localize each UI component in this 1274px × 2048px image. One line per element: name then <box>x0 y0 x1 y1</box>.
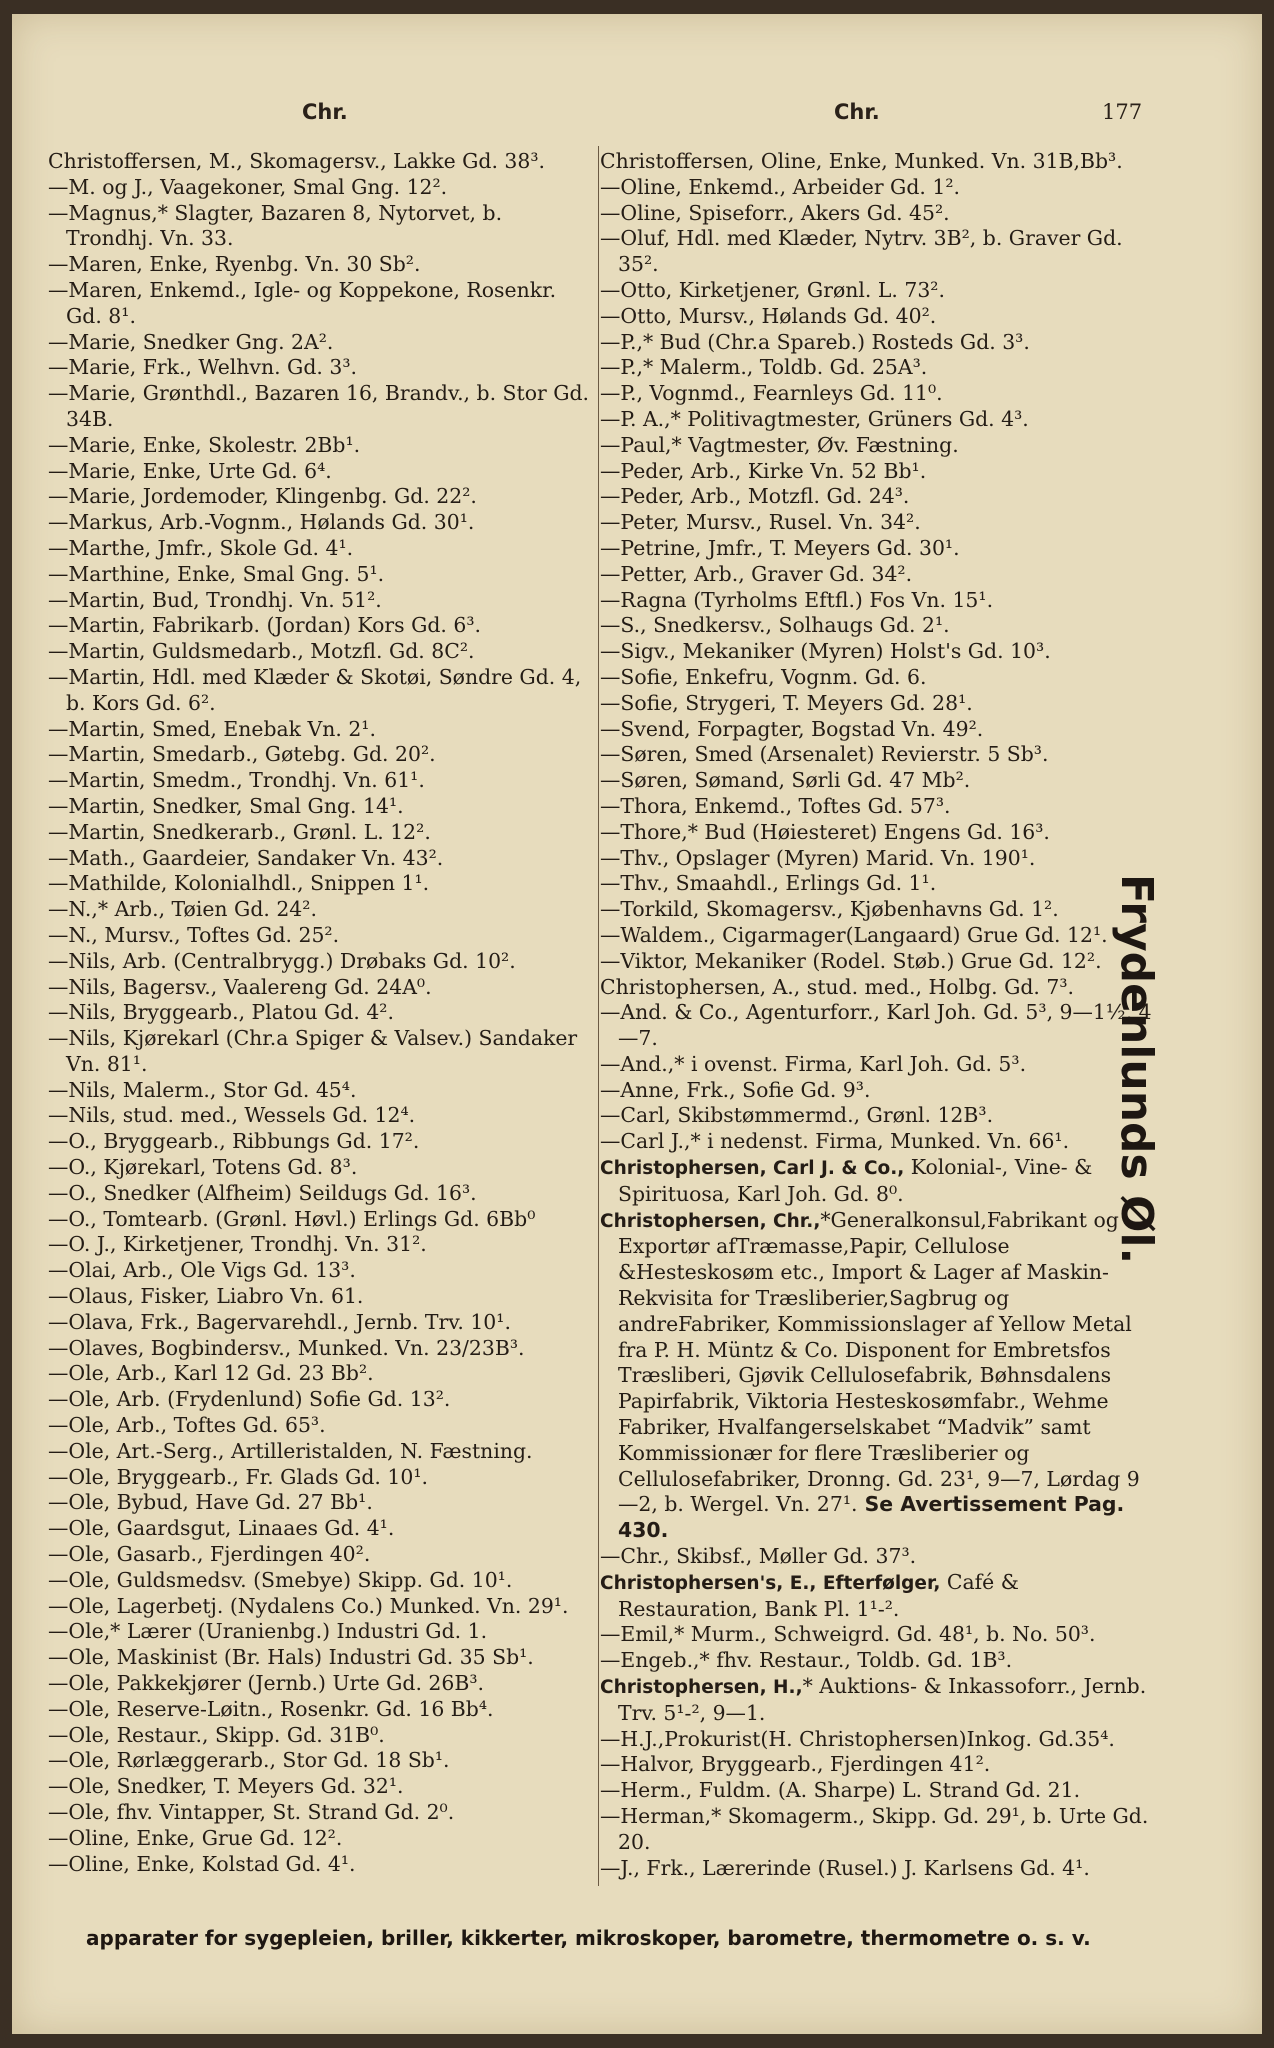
directory-entry: —Ole, Rørlæggerarb., Stor Gd. 18 Sb¹. <box>48 1748 450 1773</box>
entry-text: —Viktor, Mekaniker (Rodel. Støb.) Grue Gd. 12². <box>600 948 1102 973</box>
directory-entry <box>600 1570 1160 1623</box>
entry-text: —Oline, Enkemd., Arbeider Gd. 1². <box>600 174 960 199</box>
directory-entry: —Ole, Arb., Toftes Gd. 65³. <box>48 1413 326 1438</box>
entry-text: —Peter, Mursv., Rusel. Vn. 34². <box>600 510 921 535</box>
entry-text: —Engeb.,* fhv. Restaur., Toldb. Gd. 1B³. <box>600 1648 1013 1673</box>
entry-text: —Ragna (Tyrholms Eftfl.) Fos Vn. 15¹. <box>600 587 994 612</box>
directory-entry: —Ole, Pakkekjører (Jernb.) Urte Gd. 26B³. <box>48 1671 485 1696</box>
entry-text: —P.,* Bud (Chr.a Spareb.) Rosteds Gd. 3³. <box>600 329 1030 354</box>
entry-text: —Sofie, Enkefru, Vognm. Gd. 6. <box>600 664 927 689</box>
directory-entry: —Olai, Arb., Ole Vigs Gd. 13³. <box>48 1258 356 1283</box>
directory-entry <box>600 1052 1160 1078</box>
entry-text: —P., Vognmd., Fearnleys Gd. 11⁰. <box>600 381 943 406</box>
directory-entry: —Martin, Fabrikarb. (Jordan) Kors Gd. 6³. <box>48 613 482 638</box>
directory-entry: —Mathilde, Kolonialhdl., Snippen 1¹. <box>48 871 430 896</box>
directory-entry <box>600 149 1160 175</box>
directory-entry <box>600 1000 1160 1052</box>
firm-name: Christophersen, Carl J. & Co., <box>600 1158 905 1180</box>
directory-entry: —N., Mursv., Toftes Gd. 25². <box>48 922 340 947</box>
entry-text: —Sigv., Mekaniker (Myren) Holst's Gd. 10³. <box>600 639 1051 664</box>
directory-entry: —Marie, Snedker Gng. 2A². <box>48 329 334 354</box>
entry-text: —P. A.,* Politivagtmester, Grüners Gd. 4³. <box>600 406 1029 431</box>
directory-entry <box>600 820 1160 846</box>
directory-entry <box>600 794 1160 820</box>
directory-entry <box>600 1622 1160 1648</box>
directory-entry: —Nils, Bagersv., Vaalereng Gd. 24A⁰. <box>48 974 432 999</box>
directory-entry: —Math., Gaardeier, Sandaker Vn. 43². <box>48 845 444 870</box>
entry-text: —Thv., Opslager (Myren) Marid. Vn. 190¹. <box>600 845 1036 870</box>
entry-text: —Peder, Arb., Motzfl. Gd. 24³. <box>600 484 910 509</box>
entry-text: —Carl, Skibstømmermd., Grønl. 12B³. <box>600 1103 994 1128</box>
entry-text: —Thora, Enkemd., Toftes Gd. 57³. <box>600 793 951 818</box>
directory-entry <box>600 742 1160 768</box>
firm-name: Christophersen, Chr., <box>600 1210 821 1232</box>
directory-entry <box>600 871 1160 897</box>
directory-entry: —Marie, Enke, Urte Gd. 6⁴. <box>48 458 332 483</box>
directory-entry <box>600 1078 1160 1104</box>
directory-entry <box>600 484 1160 510</box>
directory-entry <box>600 1674 1160 1727</box>
directory-entry: Christoffersen, M., Skomagersv., Lakke Gd. 38³. <box>48 149 546 173</box>
firm-name: Christophersen's, E., Efterfølger, <box>600 1572 941 1594</box>
directory-entry <box>600 226 1160 278</box>
directory-entry: —Martin, Bud, Trondhj. Vn. 51². <box>48 587 382 612</box>
directory-entry: —Ole, Reserve-Løitn., Rosenkr. Gd. 16 Bb⁴. <box>48 1696 494 1721</box>
entry-text: —Anne, Frk., Sofie Gd. 9³. <box>600 1077 871 1102</box>
directory-entry: —Oline, Enke, Kolstad Gd. 4¹. <box>48 1851 356 1876</box>
entry-text: —And.,* i ovenst. Firma, Karl Joh. Gd. 5³. <box>600 1051 1027 1076</box>
header-left-keyword: Chr. <box>302 100 348 124</box>
directory-entry: —Olaves, Bogbindersv., Munked. Vn. 23/23B³. <box>48 1335 525 1360</box>
entry-text: —Otto, Mursv., Hølands Gd. 40². <box>600 303 937 328</box>
directory-entry <box>600 691 1160 717</box>
entry-text: —Thore,* Bud (Høiesteret) Engens Gd. 16³. <box>600 819 1050 844</box>
directory-entry: —Nils, stud. med., Wessels Gd. 12⁴. <box>48 1103 416 1128</box>
directory-entry: —Martin, Smed, Enebak Vn. 2¹. <box>48 716 376 741</box>
directory-entry <box>600 717 1160 743</box>
entry-text: —Søren, Sømand, Sørli Gd. 47 Mb². <box>600 768 971 793</box>
directory-entry <box>600 588 1160 614</box>
directory-entry: —Ole, Guldsmedsv. (Smebye) Skipp. Gd. 10¹. <box>48 1567 513 1592</box>
directory-entry: —Marie, Grønthdl., Bazaren 16, Brandv., b. Stor Gd. 34B. <box>48 381 590 431</box>
directory-entry: —M. og J., Vaagekoner, Smal Gng. 12². <box>48 174 448 199</box>
directory-entry: —N.,* Arb., Tøien Gd. 24². <box>48 897 317 922</box>
directory-entry: —Nils, Arb. (Centralbrygg.) Drøbaks Gd. 10². <box>48 948 516 973</box>
directory-entry: —Nils, Malerm., Stor Gd. 45⁴. <box>48 1077 357 1102</box>
directory-entry: —Martin, Snedker, Smal Gng. 14¹. <box>48 793 404 818</box>
entry-text: —Carl J.,* i nedenst. Firma, Munked. Vn. 66¹. <box>600 1129 1070 1154</box>
directory-entry: —Ole, Restaur., Skipp. Gd. 31B⁰. <box>48 1722 385 1747</box>
directory-entry <box>600 897 1160 923</box>
directory-entry: —Magnus,* Slagter, Bazaren 8, Nytorvet, b. Trondhj. Vn. 33. <box>48 200 503 251</box>
directory-entry: —O., Snedker (Alfheim) Seildugs Gd. 16³. <box>48 1180 477 1205</box>
directory-entry: —Martin, Smedm., Trondhj. Vn. 61¹. <box>48 768 425 793</box>
entry-text: —Thv., Smaahdl., Erlings Gd. 1¹. <box>600 871 937 896</box>
directory-entry <box>600 1648 1160 1674</box>
directory-entry <box>600 1804 1160 1856</box>
directory-entry <box>600 975 1160 1001</box>
directory-entry <box>600 278 1160 304</box>
entry-text: Christophersen, A., stud. med., Holbg. Gd. 7³. <box>600 974 1075 999</box>
directory-entry <box>600 1752 1160 1778</box>
directory-entry <box>600 433 1160 459</box>
entry-text: —J., Frk., Lærerinde (Rusel.) J. Karlsens Gd. 4¹. <box>600 1855 1090 1880</box>
directory-entry: —Marie, Frk., Welhvn. Gd. 3³. <box>48 355 357 380</box>
directory-entry: —Martin, Guldsmedarb., Motzfl. Gd. 8C². <box>48 639 475 664</box>
directory-entry <box>600 355 1160 381</box>
directory-entry: —Ole, Maskinist (Br. Hals) Industri Gd. 35 Sb¹. <box>48 1645 534 1670</box>
entry-text: Café & Restauration, Bank Pl. 1¹-². <box>618 1569 1019 1621</box>
directory-entry: —Olaus, Fisker, Liabro Vn. 61. <box>48 1284 364 1309</box>
directory-entry <box>600 1778 1160 1804</box>
entry-text: —Sofie, Strygeri, T. Meyers Gd. 28¹. <box>600 690 973 715</box>
directory-entry: —Martin, Hdl. med Klæder & Skotøi, Søndre Gd. 4, b. Kors Gd. 6². <box>48 664 582 715</box>
directory-entry: —Markus, Arb.-Vognm., Hølands Gd. 30¹. <box>48 510 475 535</box>
directory-entry <box>600 768 1160 794</box>
entry-text: —Oluf, Hdl. med Klæder, Nytrv. 3B², b. Graver Gd. 35². <box>600 226 1123 277</box>
entry-text: —Paul,* Vagtmester, Øv. Fæstning. <box>600 432 959 457</box>
entry-text: —Waldem., Cigarmager(Langaard) Grue Gd. 12¹. <box>600 922 1108 947</box>
right-column <box>600 149 1160 1881</box>
entry-text: —Petrine, Jmfr., T. Meyers Gd. 30¹. <box>600 535 960 560</box>
directory-entry: —Ole, Arb., Karl 12 Gd. 23 Bb². <box>48 1361 374 1386</box>
directory-entry: —Ole, Art.-Serg., Artilleristalden, N. Fæstning. <box>48 1438 533 1463</box>
directory-entry: —Nils, Bryggearb., Platou Gd. 4². <box>48 1000 394 1025</box>
entry-text: —Peder, Arb., Kirke Vn. 52 Bb¹. <box>600 458 927 483</box>
header-center-keyword: Chr. <box>834 100 880 124</box>
directory-entry: —Ole, Bybud, Have Gd. 27 Bb¹. <box>48 1490 373 1515</box>
directory-entry: —Ole, Gasarb., Fjerdingen 40². <box>48 1542 371 1567</box>
directory-entry <box>600 665 1160 691</box>
entry-text: *Generalkonsul,Fabrikant og Exportør afTræmasse,Papir, Cellulose &Hesteskosøm etc., Import & Lager af Maskin-Rekvisita for Træsliberier,Sagbrug og andreFabriker, Kommissionslager af Yellow Metal fra P. H. Müntz & Co. Disponent for Embretsfos Træsliberi, Gjøvik Cellulosefabrik, Bøhnsdalens Papirfabrik, Viktoria Hesteskosømfabr., Wehme Fabriker, Hvalfangerselskabet “Madvik” samt Kommissionær for flere Træsliberier og Cellulosefabriker, Dronng. Gd. 23¹, 9—7, Lørdag 9—2, b. Wergel. Vn. 27¹. <box>618 1207 1140 1517</box>
directory-entry <box>600 510 1160 536</box>
directory-entry <box>600 1155 1160 1208</box>
directory-entry <box>600 1208 1160 1544</box>
directory-entry: —Martin, Snedkerarb., Grønl. L. 12². <box>48 819 431 844</box>
directory-entry <box>600 923 1160 949</box>
directory-entry <box>600 536 1160 562</box>
column-divider <box>598 146 599 1886</box>
directory-entry: —Oline, Enke, Grue Gd. 12². <box>48 1825 343 1850</box>
directory-entry: —Marthine, Enke, Smal Gng. 5¹. <box>48 561 385 586</box>
directory-entry: —Marthe, Jmfr., Skole Gd. 4¹. <box>48 535 354 560</box>
entry-text: —Otto, Kirketjener, Grønl. L. 73². <box>600 277 945 302</box>
directory-entry: —Marie, Jordemoder, Klingenbg. Gd. 22². <box>48 484 477 509</box>
entry-text: —P.,* Malerm., Toldb. Gd. 25A³. <box>600 355 928 380</box>
directory-entry <box>600 201 1160 227</box>
directory-entry <box>600 1103 1160 1129</box>
directory-entry <box>600 381 1160 407</box>
directory-entry <box>600 562 1160 588</box>
directory-entry: —Olava, Frk., Bagervarehdl., Jernb. Trv. 10¹. <box>48 1309 511 1334</box>
directory-page <box>12 14 1262 2034</box>
directory-entry: —Maren, Enkemd., Igle- og Koppekone, Rosenkr. Gd. 8¹. <box>48 277 557 328</box>
entry-text: —Herman,* Skomagerm., Skipp. Gd. 29¹, b. Urte Gd. 20. <box>600 1804 1149 1854</box>
entry-text: —Petter, Arb., Graver Gd. 34². <box>600 561 913 586</box>
directory-entry: —Ole, Snedker, T. Meyers Gd. 32¹. <box>48 1774 404 1799</box>
directory-entry: —Nils, Kjørekarl (Chr.a Spiger & Valsev.) Sandaker Vn. 81¹. <box>48 1026 578 1076</box>
entry-text: —Torkild, Skomagersv., Kjøbenhavns Gd. 1². <box>600 897 1059 922</box>
entry-text: —Svend, Forpagter, Bogstad Vn. 49². <box>600 716 984 741</box>
directory-entry <box>600 459 1160 485</box>
directory-entry: —Ole, fhv. Vintapper, St. Strand Gd. 2⁰. <box>48 1800 455 1824</box>
directory-entry: —Ole, Arb. (Frydenlund) Sofie Gd. 13². <box>48 1387 451 1412</box>
advertisement-reference: Se Avertissement Pag. 430. <box>618 1492 1125 1543</box>
directory-entry: —O. J., Kirketjener, Trondhj. Vn. 31². <box>48 1232 427 1257</box>
entry-text: Kolonial-, Vine- & Spirituosa, Karl Joh. Gd. 8⁰. <box>618 1155 1093 1206</box>
directory-entry <box>600 304 1160 330</box>
firm-name: Christophersen, H., <box>600 1677 803 1699</box>
directory-entry <box>600 1727 1160 1753</box>
directory-entry <box>600 613 1160 639</box>
directory-entry <box>600 846 1160 872</box>
directory-entry: —O., Bryggearb., Ribbungs Gd. 17². <box>48 1129 420 1154</box>
directory-entry: —Marie, Enke, Skolestr. 2Bb¹. <box>48 432 361 457</box>
directory-entry <box>600 639 1160 665</box>
page-number: 177 <box>1102 100 1143 124</box>
directory-entry: —Ole,* Lærer (Uranienbg.) Industri Gd. 1. <box>48 1619 488 1644</box>
directory-entry <box>600 330 1160 356</box>
directory-entry: —Martin, Smedarb., Gøtebg. Gd. 20². <box>48 742 436 767</box>
entry-text: —Chr., Skibsf., Møller Gd. 37³. <box>600 1544 917 1569</box>
directory-entry <box>600 1856 1160 1882</box>
entry-text: —And. & Co., Agenturforr., Karl Joh. Gd. 5³, 9—1½, 4—7. <box>600 1000 1152 1051</box>
side-advertisement: Frydenlunds Øl. <box>1111 874 1162 1265</box>
directory-entry <box>600 949 1160 975</box>
directory-entry: —O., Kjørekarl, Totens Gd. 8³. <box>48 1155 358 1180</box>
directory-entry: —Ole, Gaardsgut, Linaaes Gd. 4¹. <box>48 1516 395 1541</box>
entry-text: —H.J.,Prokurist(H. Christophersen)Inkog. Gd.35⁴. <box>600 1726 1115 1751</box>
entry-text: * Auktions- & Inkassoforr., Jernb. Trv. 5¹-², 9—1. <box>618 1674 1147 1725</box>
directory-entry: —O., Tomtearb. (Grønl. Høvl.) Erlings Gd. 6Bb⁰ <box>48 1206 536 1231</box>
entry-text: —S., Snedkersv., Solhaugs Gd. 2¹. <box>600 613 950 638</box>
directory-entry <box>600 175 1160 201</box>
footer-advertisement: apparater for sygepleien, briller, kikkerter, mikroskoper, barometre, thermometre o. s. v. <box>86 1926 1091 1950</box>
directory-entry <box>600 1544 1160 1570</box>
entry-text: —Søren, Smed (Arsenalet) Revierstr. 5 Sb³. <box>600 742 1049 767</box>
entry-text: —Herm., Fuldm. (A. Sharpe) L. Strand Gd. 21. <box>600 1778 1081 1803</box>
entry-text: —Emil,* Murm., Schweigrd. Gd. 48¹, b. No. 50³. <box>600 1622 1096 1647</box>
entry-text: —Oline, Spiseforr., Akers Gd. 45². <box>600 200 950 225</box>
left-column <box>48 149 596 1877</box>
directory-entry <box>600 1129 1160 1155</box>
entry-text: Christoffersen, Oline, Enke, Munked. Vn. 31B,Bb³. <box>600 149 1123 173</box>
entry-text: —Halvor, Bryggearb., Fjerdingen 41². <box>600 1752 991 1777</box>
directory-entry: —Ole, Bryggearb., Fr. Glads Gd. 10¹. <box>48 1464 428 1489</box>
directory-entry: —Maren, Enke, Ryenbg. Vn. 30 Sb². <box>48 252 421 277</box>
directory-entry <box>600 407 1160 433</box>
directory-entry: —Ole, Lagerbetj. (Nydalens Co.) Munked. Vn. 29¹. <box>48 1593 569 1618</box>
